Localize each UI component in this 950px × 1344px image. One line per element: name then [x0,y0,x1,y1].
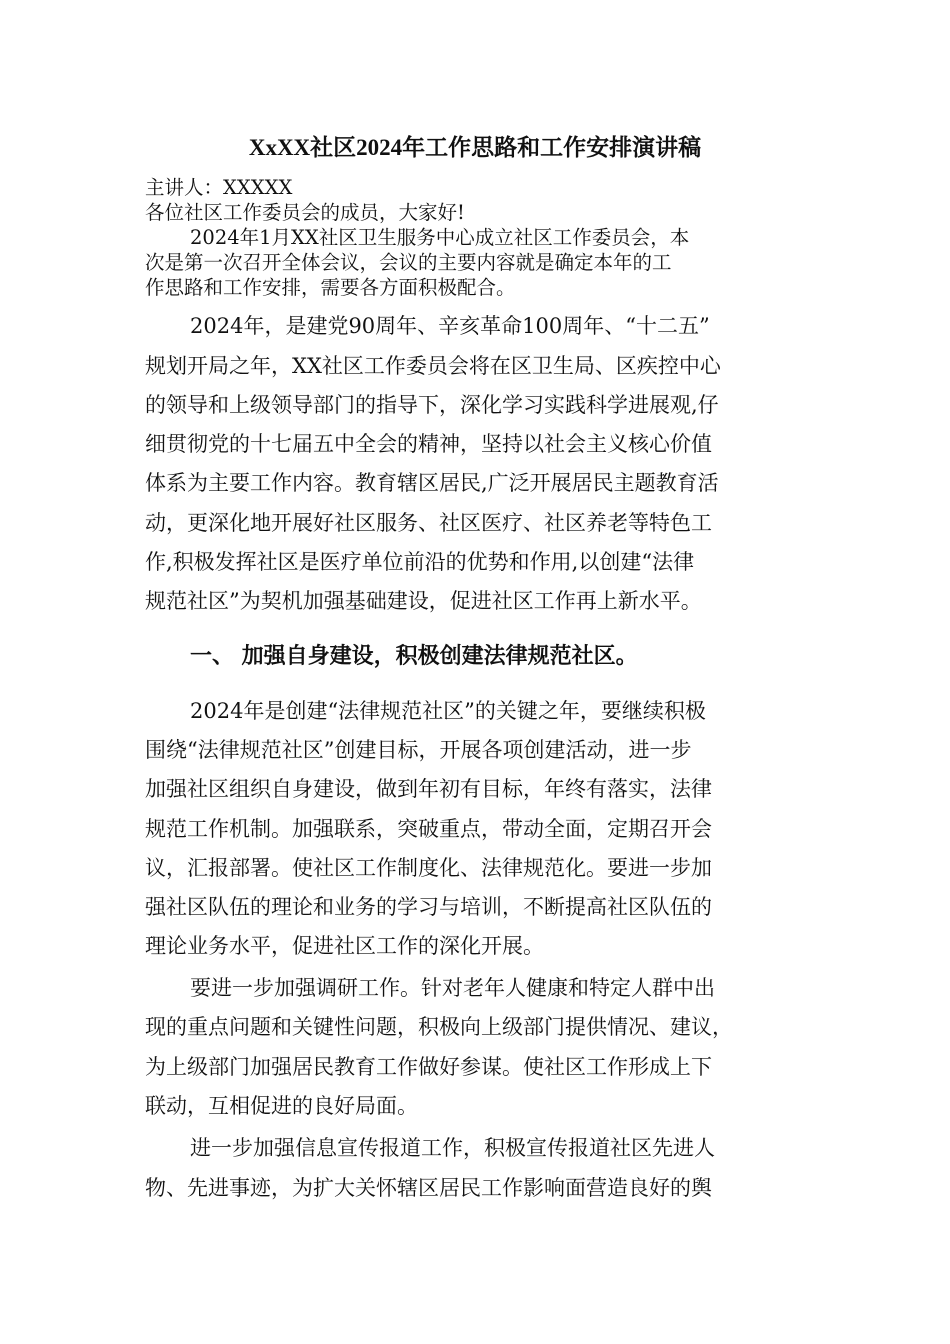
paragraph-line: 2024年，是建党90周年、辛亥革命100周年、“十二五” [190,314,710,338]
paragraph-line: 的领导和上级领导部门的指导下，深化学习实践科学进展观,仔 [145,393,719,417]
paragraph-line: 要进一步加强调研工作。针对老年人健康和特定人群中出 [190,976,715,1000]
speaker-line: 主讲人：XXXXX [145,176,293,199]
paragraph-line: 为上级部门加强居民教育工作做好参谋。使社区工作形成上下 [145,1055,712,1079]
paragraph-line: 规范社区”为契机加强基础建设，促进社区工作再上新水平。 [145,589,702,613]
paragraph-line: 物、先进事迹，为扩大关怀辖区居民工作影响面营造良好的舆 [145,1176,712,1200]
paragraph-line: 作,积极发挥社区是医疗单位前沿的优势和作用,以创建“法律 [145,550,695,574]
paragraph-line: 规划开局之年，XX社区工作委员会将在区卫生局、区疾控中心 [145,354,721,378]
paragraph-line: 体系为主要工作内容。教育辖区居民,广泛开展居民主题教育活 [145,471,719,495]
intro-line: 作思路和工作安排，需要各方面积极配合。 [145,276,516,299]
paragraph-line: 强社区队伍的理论和业务的学习与培训，不断提高社区队伍的 [145,895,712,919]
document-title: XxXX社区2024年工作思路和工作安排演讲稿 [248,135,702,160]
paragraph-line: 加强社区组织自身建设，做到年初有目标，年终有落实，法律 [145,777,712,801]
paragraph-line: 围绕“法律规范社区”创建目标，开展各项创建活动，进一步 [145,738,692,762]
paragraph-line: 2024年是创建“法律规范社区”的关键之年，要继续积极 [190,699,706,723]
paragraph-line: 进一步加强信息宣传报道工作，积极宣传报道社区先进人 [190,1136,715,1160]
greeting-line: 各位社区工作委员会的成员，大家好! [145,201,465,224]
paragraph-line: 规范工作机制。加强联系，突破重点，带动全面，定期召开会 [145,817,712,841]
paragraph-line: 动，更深化地开展好社区服务、社区医疗、社区养老等特色工 [145,511,712,535]
paragraph-line: 细贯彻党的十七届五中全会的精神，坚持以社会主义核心价值 [145,432,712,456]
intro-line: 2024年1月XX社区卫生服务中心成立社区工作委员会，本 [190,226,690,249]
paragraph-line: 议，汇报部署。使社区工作制度化、法律规范化。要进一步加 [145,856,712,880]
intro-line: 次是第一次召开全体会议，会议的主要内容就是确定本年的工 [145,251,672,274]
paragraph-line: 理论业务水平，促进社区工作的深化开展。 [145,934,544,958]
paragraph-line: 联动，互相促进的良好局面。 [145,1094,418,1118]
paragraph-line: 现的重点问题和关键性问题，积极向上级部门提供情况、建议， [145,1015,733,1039]
section-heading: 一、 加强自身建设，积极创建法律规范社区。 [190,643,638,669]
